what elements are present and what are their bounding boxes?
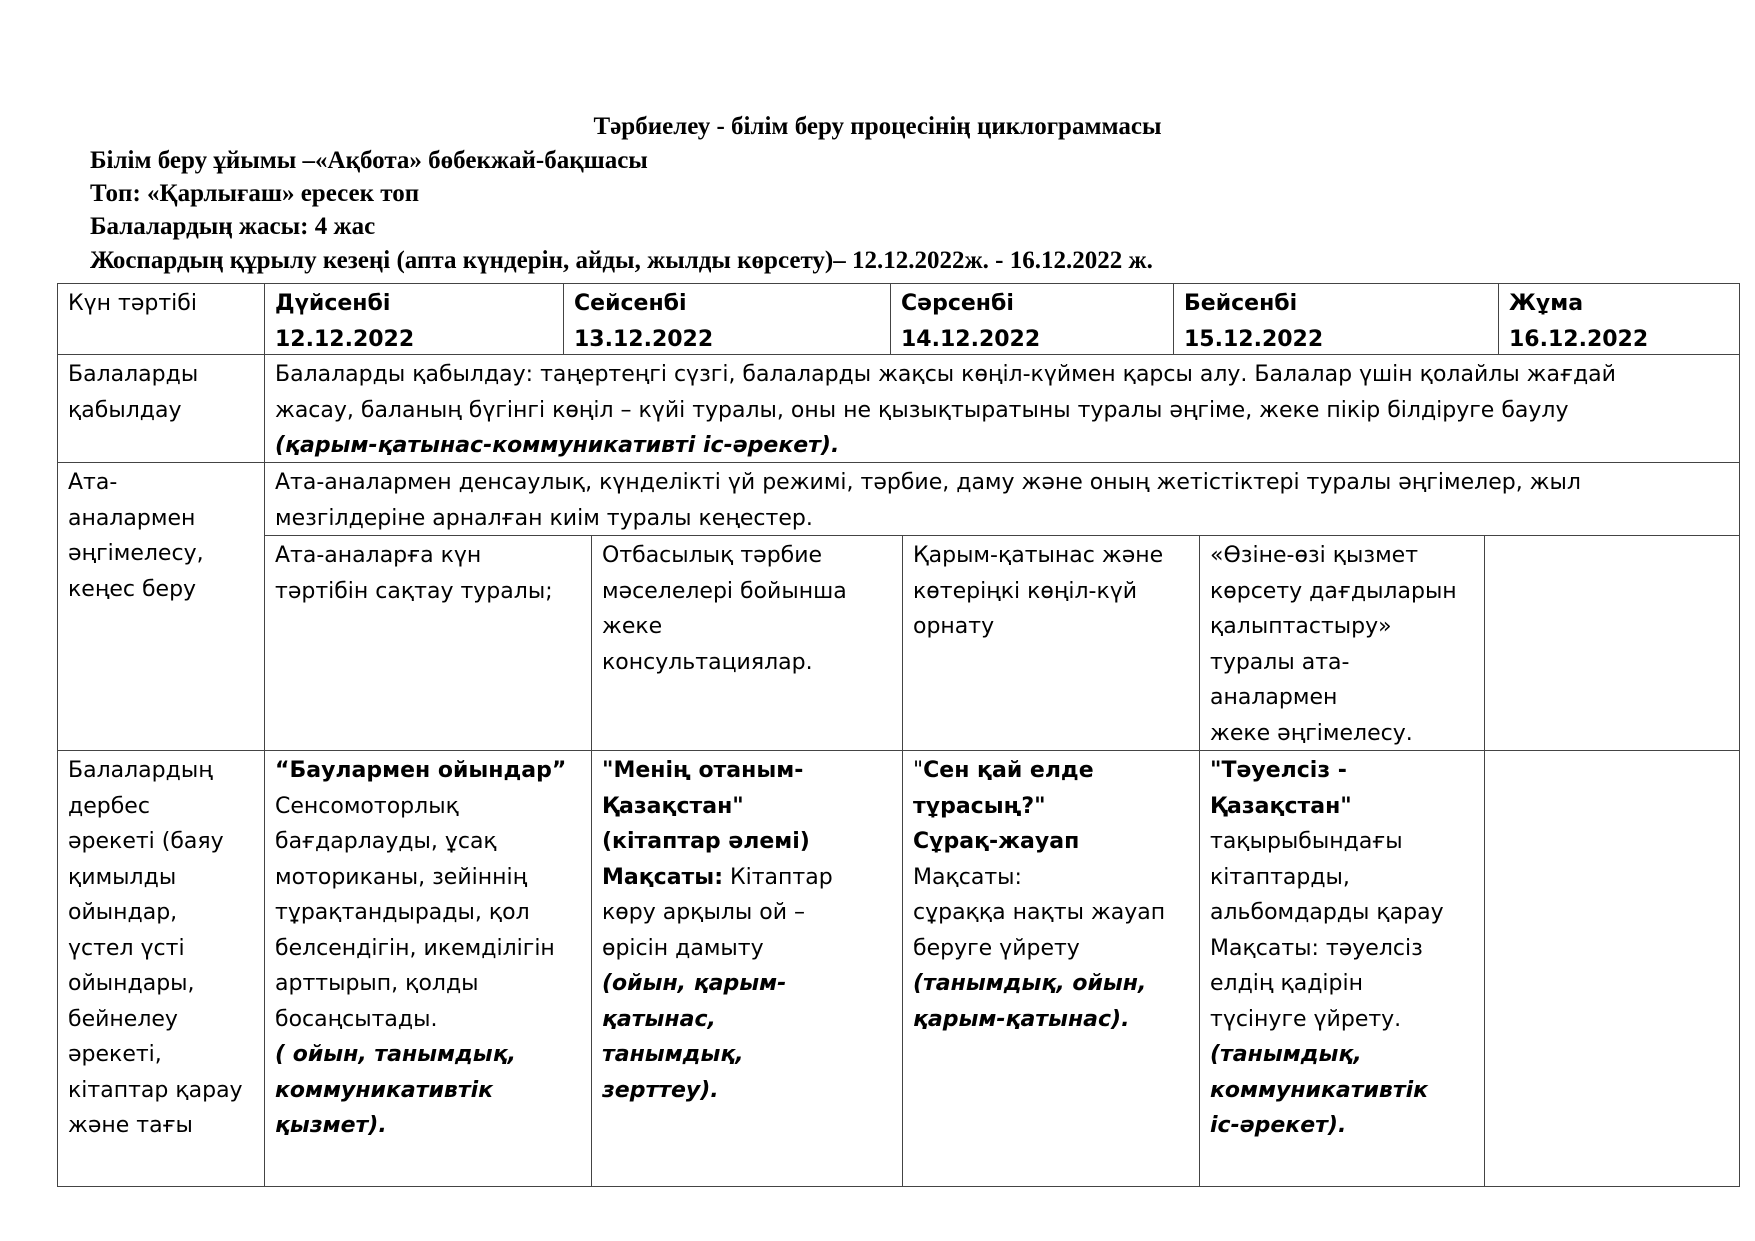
goal-line [602, 860, 892, 896]
independent-cell-tuesday [591, 750, 902, 1186]
cell-line: альбомдарды қарау [1210, 900, 1444, 925]
cell-line: кітаптарды, [1210, 864, 1350, 890]
day-date: 15.12.2022 [1184, 326, 1324, 352]
row-label-line: бейнелеу [68, 1006, 178, 1032]
activity-type-line: (танымдық, [1210, 1042, 1362, 1067]
activity-title-line: тұрасың?" [913, 793, 1046, 819]
group-line: Топ: «Қарлығаш» ересек топ [90, 180, 420, 207]
independent-cell-monday [264, 750, 591, 1186]
activity-type-line: қызмет). [275, 1113, 387, 1138]
parents-cell-monday [264, 535, 591, 750]
day-name: Жұма [1509, 291, 1584, 316]
reception-text-line: Балаларды қабылдау: таңертеңгі сүзгі, балаларды жақсы көңіл-күймен қарсы алу. Балалар үшін қолайлы жағдай [275, 362, 1616, 387]
day-name: Бейсенбі [1184, 291, 1298, 316]
independent-cell-friday [1484, 750, 1739, 1186]
table-right-border [1739, 283, 1740, 1187]
day-date: 14.12.2022 [901, 326, 1041, 352]
parents-cell-tuesday [591, 535, 902, 750]
row-label-line: ойындары, [68, 971, 195, 996]
row-label-line: және тағы [68, 1113, 193, 1138]
cell-line: мәселелері бойынша [602, 578, 847, 604]
activity-title-text: Сен қай елде [923, 758, 1094, 783]
cell-line: тақырыбындағы [1210, 829, 1403, 854]
activity-type-line: қарым-қатынас). [913, 1006, 1130, 1032]
parents-cell-thursday [1199, 535, 1484, 750]
reception-label-cell [57, 354, 264, 462]
parents-text-line: мезгілдеріне арналған киім туралы кеңестер. [275, 505, 813, 531]
cell-line: өрісін дамыту [602, 935, 764, 961]
cell-line: жеке әңгімелесу. [1210, 720, 1413, 746]
activity-title-line: (кітаптар әлемі) [602, 829, 810, 854]
cell-line: жеке [602, 614, 663, 639]
table-bottom-border [57, 1186, 1740, 1187]
row-label-line: ойындар, [68, 900, 178, 925]
independent-cell-wednesday [902, 750, 1199, 1186]
day-date: 13.12.2022 [574, 326, 714, 352]
activity-type-line: іс-әрекет). [1210, 1113, 1347, 1138]
activity-type-line: зерттеу). [602, 1077, 719, 1103]
cell-line: тәртібін сақтау туралы; [275, 578, 553, 604]
activity-title: “Баулармен ойындар” [275, 758, 567, 783]
cell-line: консультациялар. [602, 649, 813, 675]
activity-title-line: "Менің отаным- [602, 758, 804, 783]
cell-line: қалыптастыру» [1210, 614, 1392, 639]
cell-line: белсендігін, икемділігін [275, 935, 555, 961]
cell-line: аналармен [1210, 685, 1338, 710]
cell-line: туралы ата- [1210, 649, 1350, 675]
day-header-friday [1498, 283, 1739, 354]
row-label-line: Балаларды [68, 362, 199, 387]
organization-line: Білім беру ұйымы –«Ақбота» бөбекжай-бақшасы [90, 147, 648, 174]
cell-line: моториканы, зейіннің [275, 864, 528, 890]
day-header-thursday [1173, 283, 1498, 354]
row-label-line: Ата- [68, 470, 118, 495]
cell-line: Отбасылық тәрбие [602, 543, 823, 568]
row-label-line: қимылды [68, 864, 177, 890]
activity-type-line: (танымдық, ойын, [913, 971, 1147, 996]
activity-title-line: "Тәуелсіз - [1210, 758, 1347, 783]
activity-title-line [913, 753, 1189, 789]
reception-text-line: жасау, баланың бүгінгі көңіл – күйі туралы, оны не қызықтыратыны туралы әңгіме, жеке пікір білдіруге баулу [275, 397, 1569, 423]
activity-title-line: Қазақстан" [1210, 793, 1352, 819]
goal-text: Кітаптар [723, 864, 833, 890]
cell-line: Сенсомоторлық [275, 793, 459, 819]
day-name: Дүйсенбі [275, 291, 391, 316]
day-header-wednesday [890, 283, 1173, 354]
parents-cell-wednesday [902, 535, 1199, 750]
cell-line: тұрақтандырады, қол [275, 900, 530, 925]
cell-line: елдің қадірін [1210, 971, 1364, 996]
document-title: Тәрбиелеу - білім беру процесінің циклограммасы [593, 113, 1162, 140]
row-label-line: үстел үсті [68, 935, 185, 961]
cell-line: «Өзіне-өзі қызмет [1210, 543, 1419, 568]
reception-activity: (қарым-қатынас-коммуникативті іс-әрекет). [275, 433, 840, 458]
parents-text-line: Ата-аналармен денсаулық, күнделікті үй режимі, тәрбие, даму және оның жетістіктері туралы әңгімелер, жыл [275, 470, 1581, 495]
goal-label: Мақсаты: [602, 864, 723, 890]
activity-type-line: (ойын, қарым- [602, 971, 787, 996]
cell-line: бағдарлауды, ұсақ [275, 829, 497, 854]
row-label-line: аналармен [68, 505, 196, 531]
cell-line: босаңсытады. [275, 1006, 438, 1032]
cell-line: түсінуге үйрету. [1210, 1006, 1402, 1032]
cell-line: Ата-аналарға күн [275, 543, 482, 568]
period-line: Жоспардың құрылу кезеңі (апта күндерін, айды, жылды көрсету)– 12.12.2022ж. - 16.12.2022 ж. [90, 247, 1153, 274]
cell-line: көтеріңкі көңіл-күй [913, 578, 1138, 604]
cell-line: беруге үйрету [913, 935, 1080, 961]
activity-type-line: танымдық, [602, 1042, 744, 1067]
cell-line: көрсету дағдыларын [1210, 578, 1457, 604]
cell-line: Қарым-қатынас және [913, 543, 1164, 568]
day-name: Сәрсенбі [901, 291, 1014, 316]
activity-title-line: Қазақстан" [602, 793, 744, 819]
row-label-line: Балалардың [68, 758, 213, 783]
activity-type-line: коммуникативтік [1210, 1077, 1429, 1103]
parents-label-cell [57, 462, 264, 750]
cell-line: Мақсаты: тәуелсіз [1210, 935, 1423, 961]
cell-line: сұраққа нақты жауап [913, 900, 1166, 925]
opening-quote: " [913, 758, 924, 783]
cell-line: көру арқылы ой – [602, 900, 806, 925]
row-label-line: әрекеті (баяу [68, 829, 224, 854]
independent-cell-thursday [1199, 750, 1484, 1186]
row-label-line: әрекеті, [68, 1042, 162, 1067]
day-header-tuesday [563, 283, 890, 354]
activity-type-line: ( ойын, танымдық, [275, 1042, 516, 1067]
activity-title-line: Сұрақ-жауап [913, 829, 1080, 854]
day-name: Сейсенбі [574, 291, 687, 316]
age-line: Балалардың жасы: 4 жас [90, 213, 376, 240]
row-label-line: қабылдау [68, 397, 182, 423]
activity-type-line: коммуникативтік [275, 1077, 494, 1103]
row-label-line: кеңес беру [68, 576, 197, 602]
cell-line: арттырып, қолды [275, 971, 479, 996]
day-date: 16.12.2022 [1509, 326, 1649, 352]
parents-general-cell [264, 462, 1739, 535]
corner-header-cell [57, 283, 264, 354]
cell-line: орнату [913, 614, 995, 639]
day-date: 12.12.2022 [275, 326, 415, 352]
cell-line: Мақсаты: [913, 864, 1022, 890]
corner-label: Күн тәртібі [68, 291, 197, 316]
day-header-monday [264, 283, 563, 354]
row-label-line: дербес [68, 793, 150, 819]
activity-type-line: қатынас, [602, 1006, 716, 1032]
parents-cell-friday [1484, 535, 1739, 750]
independent-label-cell [57, 750, 264, 1186]
row-label-line: әңгімелесу, [68, 541, 204, 566]
reception-content-cell [264, 354, 1739, 462]
row-label-line: кітаптар қарау [68, 1077, 243, 1103]
